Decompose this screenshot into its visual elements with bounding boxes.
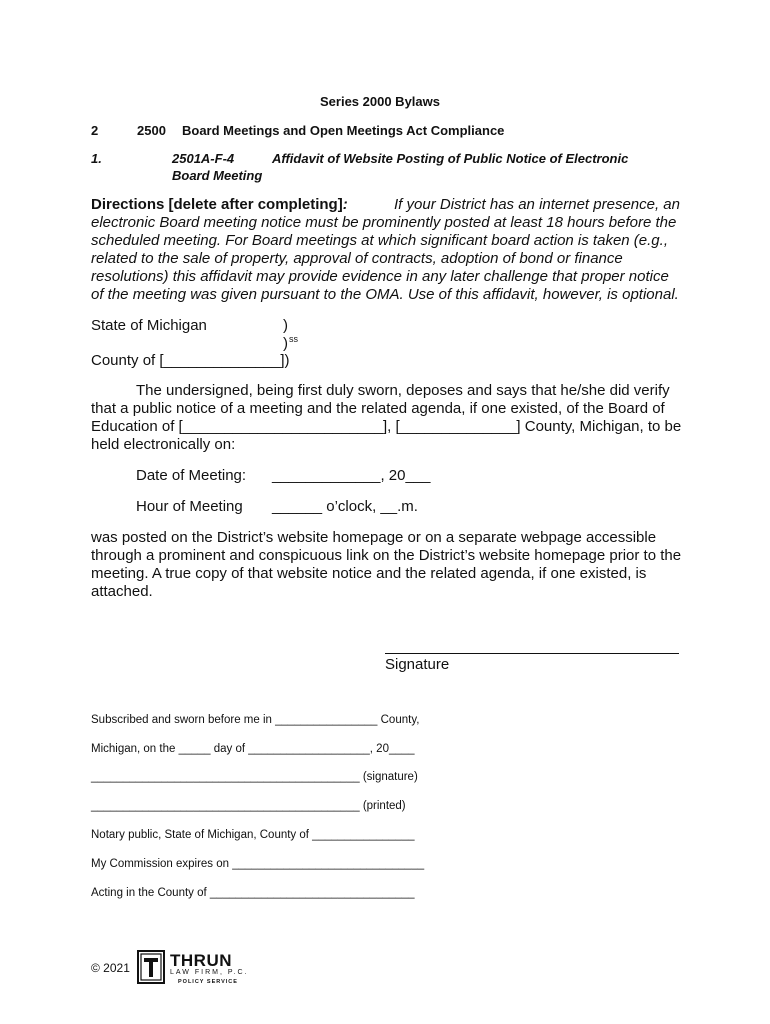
directions-text: scheduled meeting. For Board meetings at which significant board action is taken (e.g., (91, 232, 668, 249)
body-paragraph-line: Education of [________________________], [______________] County, Michigan, to be (91, 418, 682, 435)
logo-name: THRUN (170, 951, 232, 970)
body-paragraph-line: was posted on the District’s website homepage or on a separate webpage accessible (91, 529, 657, 546)
directions-text: related to the sale of property, approval of contracts, adoption of bond or finance (91, 250, 623, 267)
hour-label: Hour of Meeting (136, 498, 243, 515)
logo-subtitle: LAW FIRM, P.C. (170, 969, 249, 976)
copyright: © 2021 (91, 961, 130, 975)
venue-paren: ) (283, 335, 288, 352)
notary-line: My Commission expires on ______________________________ (91, 858, 425, 870)
signature-label: Signature (385, 656, 450, 673)
body-paragraph-line: that a public notice of a meeting and the related agenda, if one existed, of the Board of (91, 400, 665, 417)
item-number: 1. (91, 151, 102, 166)
section-number: 2 (91, 123, 99, 138)
directions-label: Directions [delete after completing] (91, 196, 343, 213)
directions-text: of the meeting was given pursuant to the OMA. Use of this affidavit, however, is optional. (91, 286, 679, 303)
notary-line: Acting in the County of ________________________________ (91, 887, 415, 899)
body-paragraph-line: attached. (91, 583, 153, 600)
series-title: Series 2000 Bylaws (320, 94, 440, 109)
date-label: Date of Meeting: (136, 467, 247, 484)
directions-first-line (91, 196, 680, 213)
notary-line: __________________________________________ (printed) (91, 800, 406, 812)
directions-colon: : (342, 196, 348, 213)
item-title: Affidavit of Website Posting of Public Notice of Electronic (272, 151, 629, 166)
notary-line: __________________________________________ (signature) (91, 771, 418, 783)
item-title-continued: Board Meeting (172, 168, 263, 183)
body-paragraph-line: meeting. A true copy of that website notice and the related agenda, if one existed, is (91, 565, 647, 582)
section-title: Board Meetings and Open Meetings Act Compliance (182, 123, 505, 138)
venue-state: State of Michigan (91, 317, 207, 334)
thrun-logo-icon (137, 950, 165, 984)
body-paragraph-line: held electronically on: (91, 436, 236, 453)
body-paragraph-line: The undersigned, being first duly sworn, deposes and says that he/she did verify (136, 382, 670, 399)
directions-text: electronic Board meeting notice must be prominently posted at least 18 hours before the (91, 214, 677, 231)
venue-ss: ss (289, 334, 298, 344)
signature-line (385, 653, 679, 654)
item-code: 2501A-F-4 (172, 151, 235, 166)
directions-text: resolutions) this affidavit may provide evidence in any later challenge that proper notice (91, 268, 669, 285)
notary-line: Michigan, on the _____ day of ___________________, 20____ (91, 743, 415, 755)
venue-county: County of [______________]) (91, 352, 290, 369)
date-field: _____________, 20___ (272, 467, 431, 484)
body-paragraph-line: through a prominent and conspicuous link on the District’s website homepage prior to the (91, 547, 682, 564)
logo-tagline: POLICY SERVICE (178, 979, 238, 985)
thrun-logo-icon (137, 950, 165, 984)
notary-line: Subscribed and sworn before me in ________________ County, (91, 714, 420, 726)
section-code: 2500 (137, 123, 166, 138)
notary-line: Notary public, State of Michigan, County of ________________ (91, 829, 415, 841)
directions-text: If your District has an internet presence, an (394, 196, 680, 213)
venue-paren: ) (283, 317, 288, 334)
hour-field: ______ o’clock, __.m. (272, 498, 418, 515)
